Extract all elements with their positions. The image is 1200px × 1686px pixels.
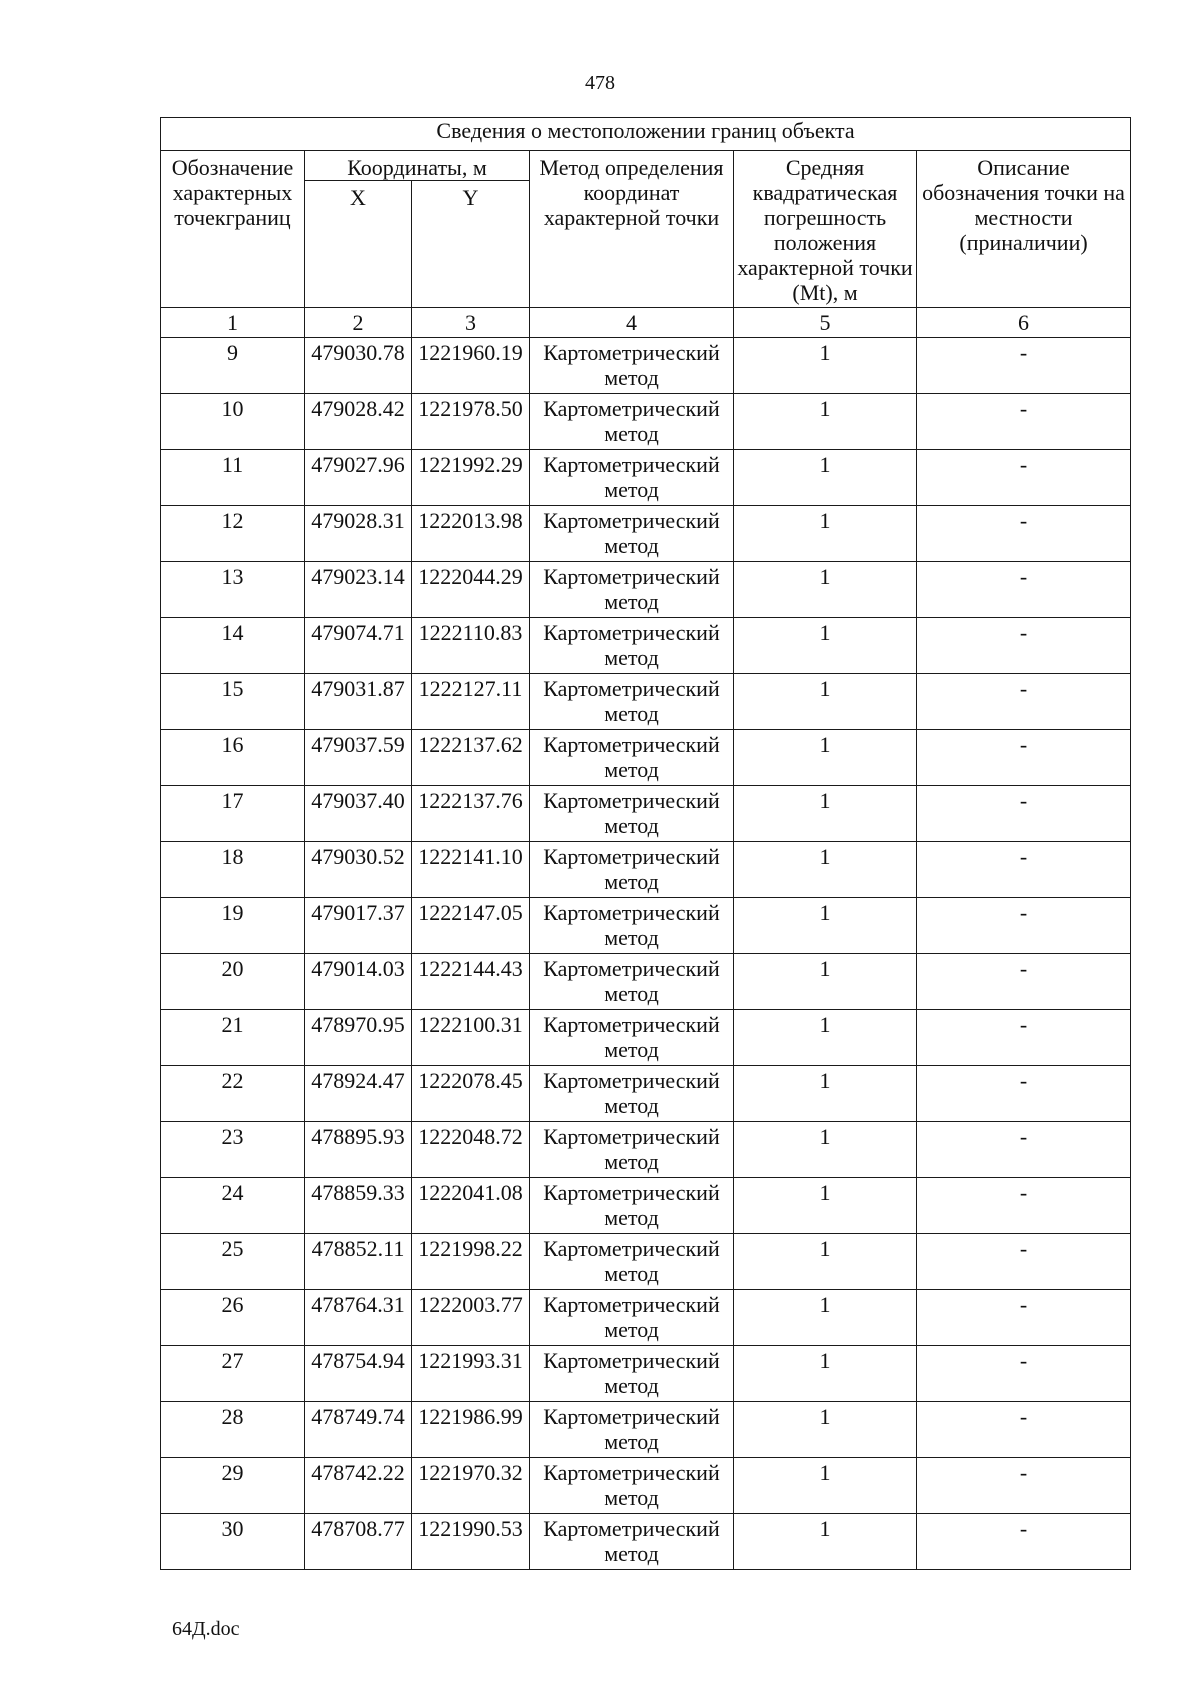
table-row bbox=[161, 1234, 1131, 1290]
coordinate-y-cell: 1221990.53 bbox=[412, 1514, 530, 1570]
coordinate-y-cell: 1221960.19 bbox=[412, 338, 530, 394]
method-cell: Картометрический метод bbox=[530, 1234, 734, 1290]
error-cell: 1 bbox=[734, 730, 917, 786]
method-cell: Картометрический метод bbox=[530, 842, 734, 898]
coordinate-x-cell: 479028.31 bbox=[305, 506, 412, 562]
coordinate-x-cell: 478895.93 bbox=[305, 1122, 412, 1178]
error-cell: 1 bbox=[734, 1402, 917, 1458]
description-cell: - bbox=[917, 1290, 1131, 1346]
coordinate-x-cell: 479023.14 bbox=[305, 562, 412, 618]
table-row bbox=[161, 1066, 1131, 1122]
description-cell: - bbox=[917, 562, 1131, 618]
method-cell: Картометрический метод bbox=[530, 730, 734, 786]
point-number-cell: 13 bbox=[161, 562, 305, 618]
boundary-table-container bbox=[160, 117, 1130, 1570]
table-row bbox=[161, 506, 1131, 562]
coordinate-y-cell: 1222137.62 bbox=[412, 730, 530, 786]
method-cell: Картометрический метод bbox=[530, 674, 734, 730]
error-cell: 1 bbox=[734, 394, 917, 450]
description-cell: - bbox=[917, 1066, 1131, 1122]
error-cell: 1 bbox=[734, 1458, 917, 1514]
description-cell: - bbox=[917, 1402, 1131, 1458]
description-cell: - bbox=[917, 1514, 1131, 1570]
coordinate-x-cell: 478708.77 bbox=[305, 1514, 412, 1570]
header-description: Описание обозначения точки на местности (приналичии) bbox=[917, 151, 1131, 308]
coordinate-x-cell: 479030.52 bbox=[305, 842, 412, 898]
point-number-cell: 9 bbox=[161, 338, 305, 394]
error-cell: 1 bbox=[734, 842, 917, 898]
error-cell: 1 bbox=[734, 338, 917, 394]
table-row bbox=[161, 954, 1131, 1010]
header-designation: Обозначение характерных точекграниц bbox=[161, 151, 305, 308]
header-y: Y bbox=[412, 181, 530, 308]
coordinate-y-cell: 1222100.31 bbox=[412, 1010, 530, 1066]
description-cell: - bbox=[917, 450, 1131, 506]
error-cell: 1 bbox=[734, 1066, 917, 1122]
point-number-cell: 27 bbox=[161, 1346, 305, 1402]
error-cell: 1 bbox=[734, 450, 917, 506]
description-cell: - bbox=[917, 506, 1131, 562]
table-row bbox=[161, 562, 1131, 618]
point-number-cell: 16 bbox=[161, 730, 305, 786]
error-cell: 1 bbox=[734, 1010, 917, 1066]
header-error: Средняя квадратическая погрешность положения характерной точки (Mt), м bbox=[734, 151, 917, 308]
header-coordinates: Координаты, м bbox=[305, 151, 530, 181]
table-row bbox=[161, 730, 1131, 786]
point-number-cell: 23 bbox=[161, 1122, 305, 1178]
method-cell: Картометрический метод bbox=[530, 1290, 734, 1346]
method-cell: Картометрический метод bbox=[530, 1066, 734, 1122]
point-number-cell: 18 bbox=[161, 842, 305, 898]
error-cell: 1 bbox=[734, 1234, 917, 1290]
method-cell: Картометрический метод bbox=[530, 1514, 734, 1570]
point-number-cell: 28 bbox=[161, 1402, 305, 1458]
description-cell: - bbox=[917, 1010, 1131, 1066]
coordinate-y-cell: 1222003.77 bbox=[412, 1290, 530, 1346]
error-cell: 1 bbox=[734, 786, 917, 842]
coordinate-y-cell: 1222041.08 bbox=[412, 1178, 530, 1234]
error-cell: 1 bbox=[734, 506, 917, 562]
method-cell: Картометрический метод bbox=[530, 1122, 734, 1178]
table-row bbox=[161, 338, 1131, 394]
table-row bbox=[161, 674, 1131, 730]
coordinate-y-cell: 1222013.98 bbox=[412, 506, 530, 562]
coordinate-x-cell: 479030.78 bbox=[305, 338, 412, 394]
table-row bbox=[161, 1458, 1131, 1514]
description-cell: - bbox=[917, 1122, 1131, 1178]
description-cell: - bbox=[917, 842, 1131, 898]
coordinate-x-cell: 478749.74 bbox=[305, 1402, 412, 1458]
coordinate-y-cell: 1221998.22 bbox=[412, 1234, 530, 1290]
method-cell: Картометрический метод bbox=[530, 618, 734, 674]
description-cell: - bbox=[917, 1178, 1131, 1234]
page-number: 478 bbox=[585, 72, 615, 94]
table-row bbox=[161, 1010, 1131, 1066]
coordinate-y-cell: 1222144.43 bbox=[412, 954, 530, 1010]
column-number: 6 bbox=[917, 308, 1131, 338]
coordinate-y-cell: 1221986.99 bbox=[412, 1402, 530, 1458]
point-number-cell: 25 bbox=[161, 1234, 305, 1290]
point-number-cell: 29 bbox=[161, 1458, 305, 1514]
point-number-cell: 21 bbox=[161, 1010, 305, 1066]
method-cell: Картометрический метод bbox=[530, 1178, 734, 1234]
method-cell: Картометрический метод bbox=[530, 394, 734, 450]
point-number-cell: 26 bbox=[161, 1290, 305, 1346]
column-number: 1 bbox=[161, 308, 305, 338]
coordinate-x-cell: 479037.59 bbox=[305, 730, 412, 786]
coordinate-x-cell: 478742.22 bbox=[305, 1458, 412, 1514]
error-cell: 1 bbox=[734, 674, 917, 730]
coordinate-y-cell: 1222078.45 bbox=[412, 1066, 530, 1122]
method-cell: Картометрический метод bbox=[530, 954, 734, 1010]
description-cell: - bbox=[917, 674, 1131, 730]
point-number-cell: 12 bbox=[161, 506, 305, 562]
error-cell: 1 bbox=[734, 898, 917, 954]
table-row bbox=[161, 898, 1131, 954]
coordinate-x-cell: 478754.94 bbox=[305, 1346, 412, 1402]
description-cell: - bbox=[917, 1346, 1131, 1402]
error-cell: 1 bbox=[734, 1122, 917, 1178]
coordinate-y-cell: 1222048.72 bbox=[412, 1122, 530, 1178]
table-row bbox=[161, 1290, 1131, 1346]
column-number: 4 bbox=[530, 308, 734, 338]
point-number-cell: 17 bbox=[161, 786, 305, 842]
point-number-cell: 14 bbox=[161, 618, 305, 674]
point-number-cell: 19 bbox=[161, 898, 305, 954]
coordinate-y-cell: 1222141.10 bbox=[412, 842, 530, 898]
column-number: 3 bbox=[412, 308, 530, 338]
description-cell: - bbox=[917, 1234, 1131, 1290]
coordinate-y-cell: 1222147.05 bbox=[412, 898, 530, 954]
coordinate-y-cell: 1221970.32 bbox=[412, 1458, 530, 1514]
description-cell: - bbox=[917, 786, 1131, 842]
column-number: 5 bbox=[734, 308, 917, 338]
description-cell: - bbox=[917, 618, 1131, 674]
description-cell: - bbox=[917, 954, 1131, 1010]
coordinate-x-cell: 478852.11 bbox=[305, 1234, 412, 1290]
coordinate-y-cell: 1221993.31 bbox=[412, 1346, 530, 1402]
method-cell: Картометрический метод bbox=[530, 450, 734, 506]
footer-filename: 64Д.doc bbox=[172, 1618, 240, 1640]
method-cell: Картометрический метод bbox=[530, 506, 734, 562]
method-cell: Картометрический метод bbox=[530, 1346, 734, 1402]
description-cell: - bbox=[917, 338, 1131, 394]
coordinate-x-cell: 479037.40 bbox=[305, 786, 412, 842]
error-cell: 1 bbox=[734, 1290, 917, 1346]
table-row bbox=[161, 1122, 1131, 1178]
error-cell: 1 bbox=[734, 618, 917, 674]
coordinate-y-cell: 1222137.76 bbox=[412, 786, 530, 842]
table-row bbox=[161, 1346, 1131, 1402]
coordinate-x-cell: 479028.42 bbox=[305, 394, 412, 450]
coordinate-x-cell: 479014.03 bbox=[305, 954, 412, 1010]
point-number-cell: 30 bbox=[161, 1514, 305, 1570]
table-row bbox=[161, 786, 1131, 842]
coordinate-x-cell: 478924.47 bbox=[305, 1066, 412, 1122]
coordinate-x-cell: 479031.87 bbox=[305, 674, 412, 730]
point-number-cell: 20 bbox=[161, 954, 305, 1010]
error-cell: 1 bbox=[734, 1514, 917, 1570]
error-cell: 1 bbox=[734, 1178, 917, 1234]
coordinate-x-cell: 478859.33 bbox=[305, 1178, 412, 1234]
coordinate-x-cell: 479017.37 bbox=[305, 898, 412, 954]
error-cell: 1 bbox=[734, 1346, 917, 1402]
description-cell: - bbox=[917, 730, 1131, 786]
coordinate-y-cell: 1221992.29 bbox=[412, 450, 530, 506]
boundary-coordinates-table bbox=[160, 117, 1131, 1570]
coordinate-x-cell: 479027.96 bbox=[305, 450, 412, 506]
coordinate-x-cell: 478764.31 bbox=[305, 1290, 412, 1346]
table-title: Сведения о местоположении границ объекта bbox=[161, 118, 1131, 151]
description-cell: - bbox=[917, 898, 1131, 954]
point-number-cell: 15 bbox=[161, 674, 305, 730]
method-cell: Картометрический метод bbox=[530, 786, 734, 842]
table-row bbox=[161, 1402, 1131, 1458]
header-x: X bbox=[305, 181, 412, 308]
table-row bbox=[161, 1514, 1131, 1570]
method-cell: Картометрический метод bbox=[530, 1402, 734, 1458]
method-cell: Картометрический метод bbox=[530, 562, 734, 618]
point-number-cell: 24 bbox=[161, 1178, 305, 1234]
coordinate-x-cell: 479074.71 bbox=[305, 618, 412, 674]
column-number: 2 bbox=[305, 308, 412, 338]
coordinate-y-cell: 1222044.29 bbox=[412, 562, 530, 618]
error-cell: 1 bbox=[734, 562, 917, 618]
coordinate-x-cell: 478970.95 bbox=[305, 1010, 412, 1066]
table-row bbox=[161, 394, 1131, 450]
coordinate-y-cell: 1222110.83 bbox=[412, 618, 530, 674]
table-body bbox=[161, 338, 1131, 1570]
description-cell: - bbox=[917, 394, 1131, 450]
column-numbers-row bbox=[161, 308, 1131, 338]
table-row bbox=[161, 450, 1131, 506]
method-cell: Картометрический метод bbox=[530, 1010, 734, 1066]
method-cell: Картометрический метод bbox=[530, 898, 734, 954]
coordinate-y-cell: 1221978.50 bbox=[412, 394, 530, 450]
error-cell: 1 bbox=[734, 954, 917, 1010]
point-number-cell: 11 bbox=[161, 450, 305, 506]
header-method: Метод определения координат характерной точки bbox=[530, 151, 734, 308]
table-row bbox=[161, 1178, 1131, 1234]
method-cell: Картометрический метод bbox=[530, 1458, 734, 1514]
table-row bbox=[161, 842, 1131, 898]
point-number-cell: 22 bbox=[161, 1066, 305, 1122]
coordinate-y-cell: 1222127.11 bbox=[412, 674, 530, 730]
method-cell: Картометрический метод bbox=[530, 338, 734, 394]
table-row bbox=[161, 618, 1131, 674]
description-cell: - bbox=[917, 1458, 1131, 1514]
point-number-cell: 10 bbox=[161, 394, 305, 450]
